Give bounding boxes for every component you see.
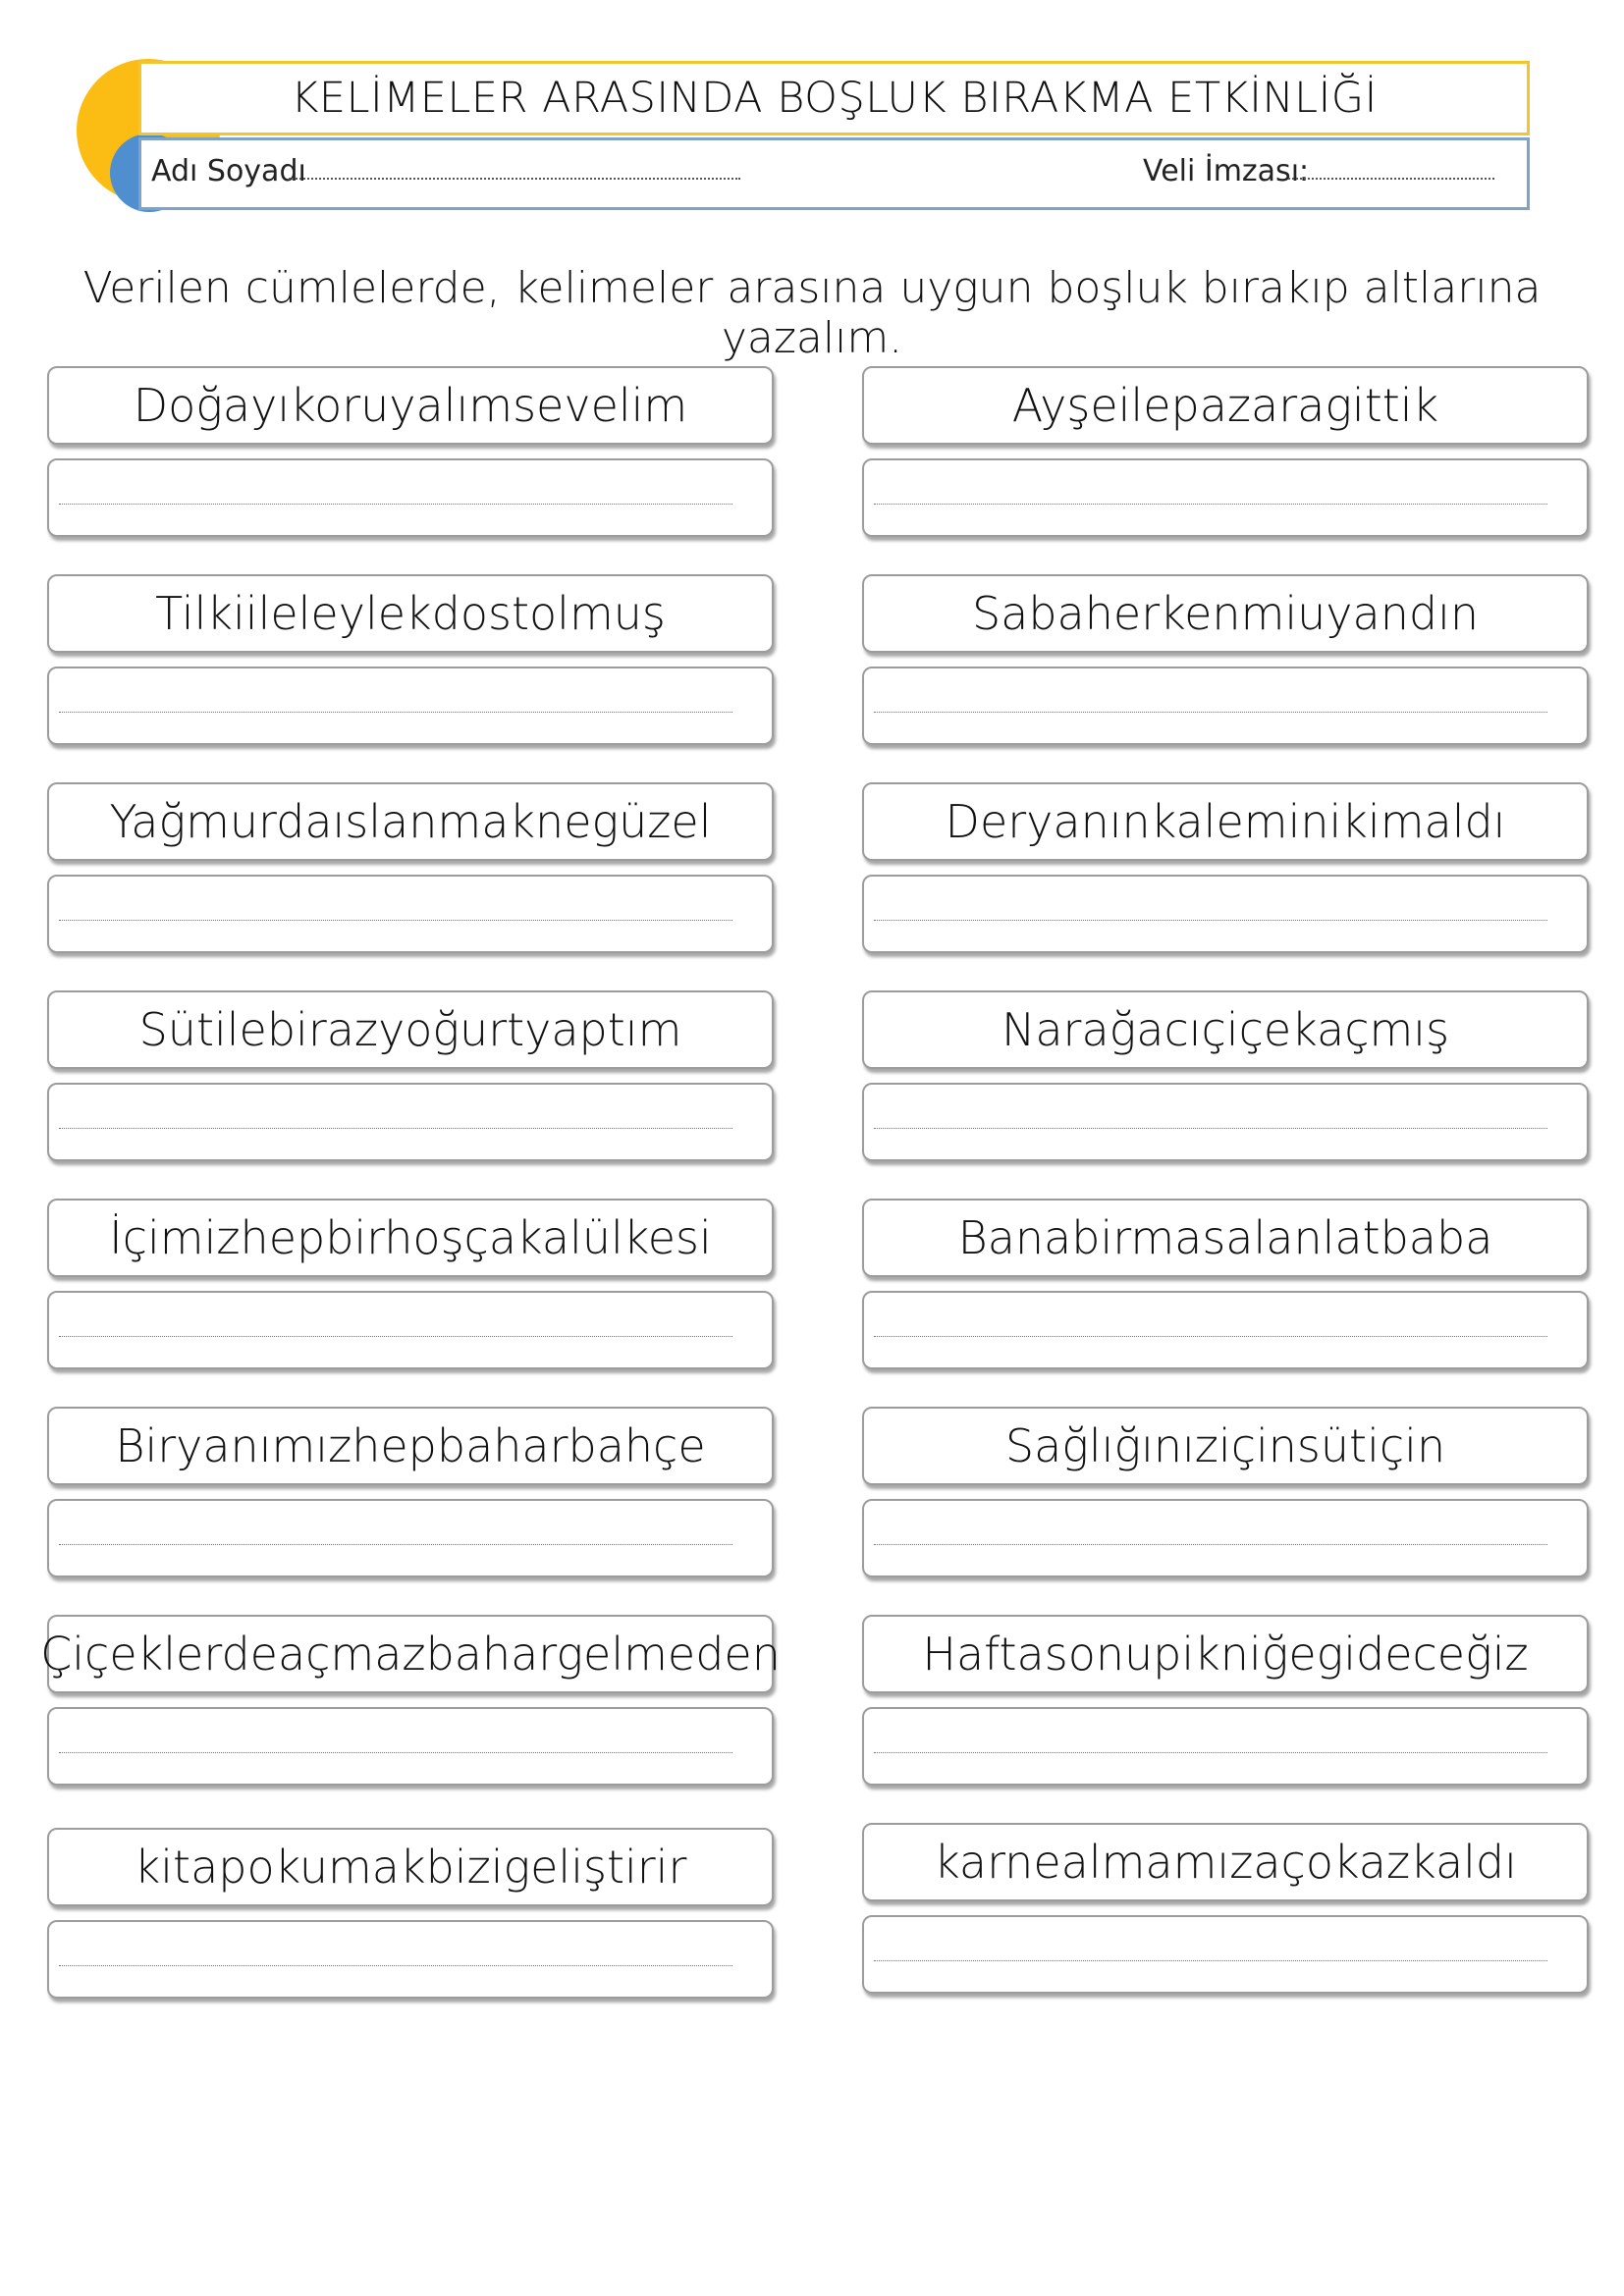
signature-label: Veli İmzası:: [1143, 154, 1310, 188]
joined-sentence-card: [862, 366, 1589, 445]
joined-sentence-text: Yağmurdaıslanmaknegüzel: [109, 795, 712, 848]
joined-sentence-text: karnealmamızaçokazkaldı: [934, 1836, 1517, 1889]
answer-writing-line: [874, 712, 1547, 713]
joined-sentence-card: [862, 990, 1589, 1069]
answer-writing-line: [874, 1752, 1547, 1753]
answer-box[interactable]: [47, 1291, 774, 1369]
answer-writing-line: [874, 1960, 1547, 1961]
joined-sentence-text: Sabaherkenmiuyandın: [971, 587, 1480, 640]
answer-box[interactable]: [47, 1499, 774, 1577]
joined-sentence-text: Sağlığınıziçinsütiçin: [1004, 1419, 1446, 1472]
joined-sentence-card: [862, 574, 1589, 653]
answer-writing-line: [59, 1128, 732, 1129]
answer-writing-line: [874, 1128, 1547, 1129]
joined-sentence-text: Sütilebirazyoğurtyaptım: [138, 1003, 682, 1056]
answer-box[interactable]: [47, 667, 774, 745]
joined-sentence-card: [47, 1199, 774, 1277]
joined-sentence-text: kitapokumakbizigeliştirir: [134, 1841, 687, 1894]
answer-box[interactable]: [862, 1291, 1589, 1369]
joined-sentence-text: Narağacıçiçekaçmış: [1001, 1003, 1450, 1056]
answer-box[interactable]: [47, 875, 774, 953]
joined-sentence-card: [862, 1615, 1589, 1693]
answer-box[interactable]: [862, 1499, 1589, 1577]
joined-sentence-card: [40, 1615, 781, 1693]
joined-sentence-card: [862, 1199, 1589, 1277]
joined-sentence-card: [47, 1828, 774, 1906]
joined-sentence-text: İçimizhepbirhoşçakalülkesi: [109, 1211, 712, 1264]
answer-box[interactable]: [47, 1083, 774, 1161]
answer-writing-line: [874, 1544, 1547, 1545]
answer-box[interactable]: [47, 1920, 774, 1999]
joined-sentence-card: [47, 990, 774, 1069]
joined-sentence-text: Banabirmasalanlatbaba: [957, 1211, 1493, 1264]
answer-box[interactable]: [47, 458, 774, 537]
answer-writing-line: [59, 1544, 732, 1545]
joined-sentence-card: [862, 1823, 1589, 1901]
joined-sentence-text: Ayşeilepazaragittik: [1011, 379, 1439, 432]
joined-sentence-card: [47, 782, 774, 861]
answer-box[interactable]: [862, 875, 1589, 953]
joined-sentence-card: [862, 1407, 1589, 1485]
answer-writing-line: [59, 920, 732, 921]
joined-sentence-text: Deryanınkaleminikimaldı: [945, 795, 1506, 848]
answer-writing-line: [874, 920, 1547, 921]
joined-sentence-text: Biryanımızhepbaharbahçe: [115, 1419, 706, 1472]
joined-sentence-text: Haftasonupikniğegideceğiz: [922, 1628, 1529, 1681]
answer-writing-line: [59, 1336, 732, 1337]
joined-sentence-text: Doğayıkoruyalımsevelim: [133, 379, 688, 432]
answer-writing-line: [59, 712, 732, 713]
answer-writing-line: [59, 1965, 732, 1966]
answer-box[interactable]: [862, 1083, 1589, 1161]
answer-writing-line: [874, 504, 1547, 505]
joined-sentence-card: [47, 1407, 774, 1485]
answer-box[interactable]: [47, 1707, 774, 1786]
joined-sentence-card: [47, 366, 774, 445]
answer-box[interactable]: [862, 1915, 1589, 1994]
answer-writing-line: [874, 1336, 1547, 1337]
name-label: Adı Soyadı: [151, 154, 306, 188]
instruction: Verilen cümlelerde, kelimeler arasına uygun boşluk bırakıp altlarına yazalım.: [82, 263, 1542, 363]
answer-box[interactable]: [862, 667, 1589, 745]
answer-writing-line: [59, 1752, 732, 1753]
answer-writing-line: [59, 504, 732, 505]
page-title: KELİMELER ARASINDA BOŞLUK BIRAKMA ETKİNLİĞİ: [291, 74, 1378, 123]
joined-sentence-card: [862, 782, 1589, 861]
answer-box[interactable]: [862, 458, 1589, 537]
joined-sentence-text: Tilkiileleylekdostolmuş: [155, 587, 666, 640]
answer-box[interactable]: [862, 1707, 1589, 1786]
joined-sentence-card: [47, 574, 774, 653]
joined-sentence-text: Çiçeklerdeaçmazbahargelmeden: [40, 1628, 781, 1681]
